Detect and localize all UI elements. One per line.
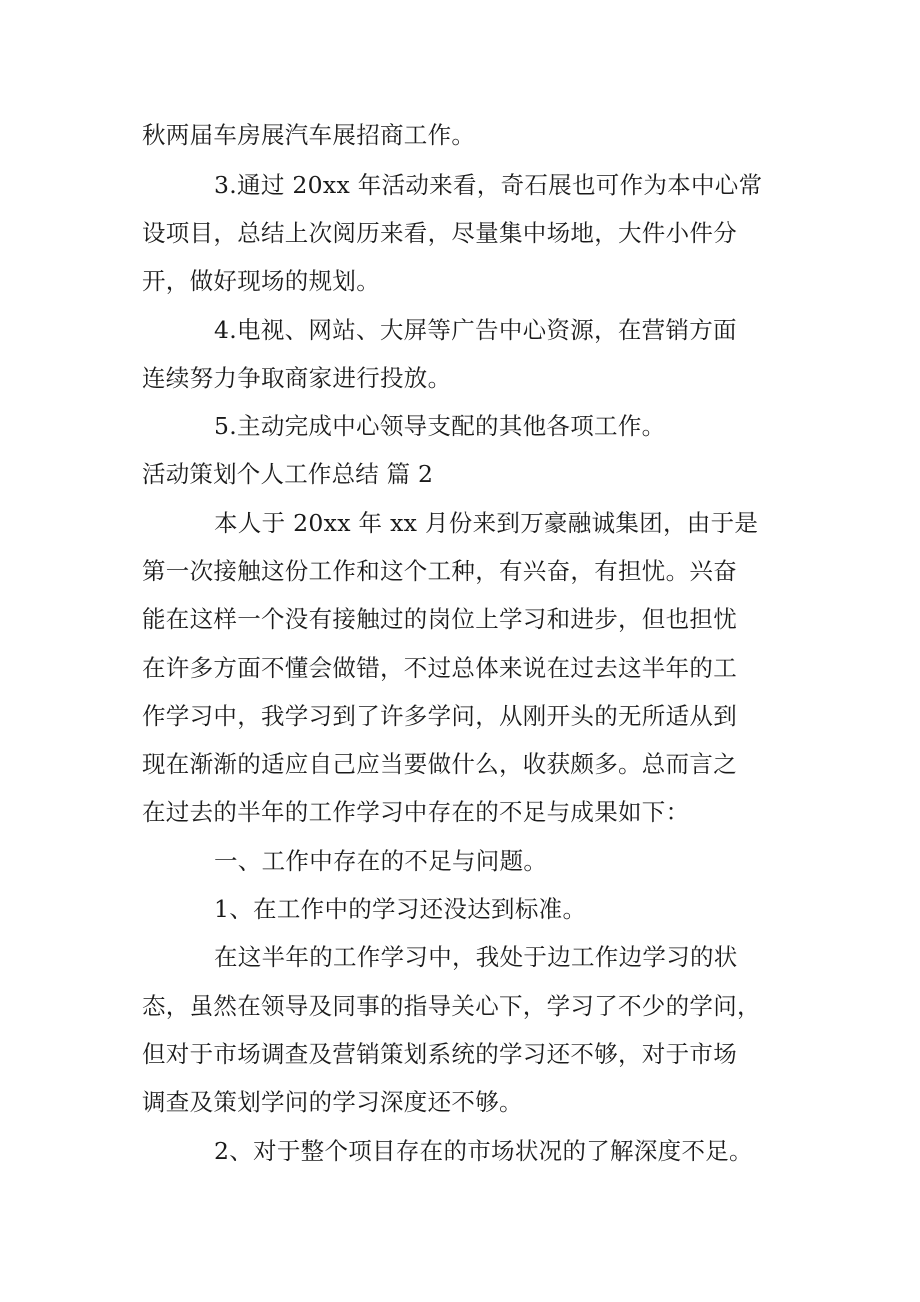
text-line: 但对于市场调查及营销策划系统的学习还不够，对于市场 — [142, 1040, 737, 1068]
section-heading: 活动策划个人工作总结 篇 2 — [142, 460, 434, 488]
paragraph-start: 在这半年的工作学习中，我处于边工作边学习的状 — [214, 943, 738, 971]
text-line: 第一次接触这份工作和这个工种，有兴奋，有担忧。兴奋 — [142, 557, 737, 585]
text-line: 态，虽然在领导及同事的指导关心下，学习了不少的学问， — [142, 992, 761, 1020]
text-line: 能在这样一个没有接触过的岗位上学习和进步，但也担忧 — [142, 605, 737, 633]
text-line: 现在渐渐的适应自己应当要做什么，收获颇多。总而言之 — [142, 750, 737, 778]
text-line: 连续努力争取商家进行投放。 — [142, 364, 452, 392]
text-line: 作学习中，我学习到了许多学问，从刚开头的无所适从到 — [142, 702, 737, 730]
text-line: 调查及策划学问的学习深度还不够。 — [142, 1088, 523, 1116]
paragraph-start: 本人于 20xx 年 xx 月份来到万豪融诚集团，由于是 — [214, 509, 759, 537]
text-line: 在过去的半年的工作学习中存在的不足与成果如下： — [142, 798, 690, 826]
list-item-4: 4.电视、网站、大屏等广告中心资源，在营销方面 — [214, 316, 737, 344]
subsection-heading: 一、工作中存在的不足与问题。 — [214, 847, 548, 875]
list-item-5: 5.主动完成中心领导支配的其他各项工作。 — [214, 412, 666, 440]
text-line: 在许多方面不懂会做错，不过总体来说在过去这半年的工 — [142, 654, 737, 682]
text-line: 设项目，总结上次阅历来看，尽量集中场地，大件小件分 — [142, 219, 737, 247]
list-item-2: 2、对于整个项目存在的市场状况的了解深度不足。 — [214, 1137, 753, 1165]
list-item-3: 3.通过 20xx 年活动来看，奇石展也可作为本中心常 — [214, 171, 763, 199]
list-item-1: 1、在工作中的学习还没达到标准。 — [214, 895, 587, 923]
text-line: 秋两届车房展汽车展招商工作。 — [142, 121, 476, 149]
text-line: 开，做好现场的规划。 — [142, 267, 380, 295]
